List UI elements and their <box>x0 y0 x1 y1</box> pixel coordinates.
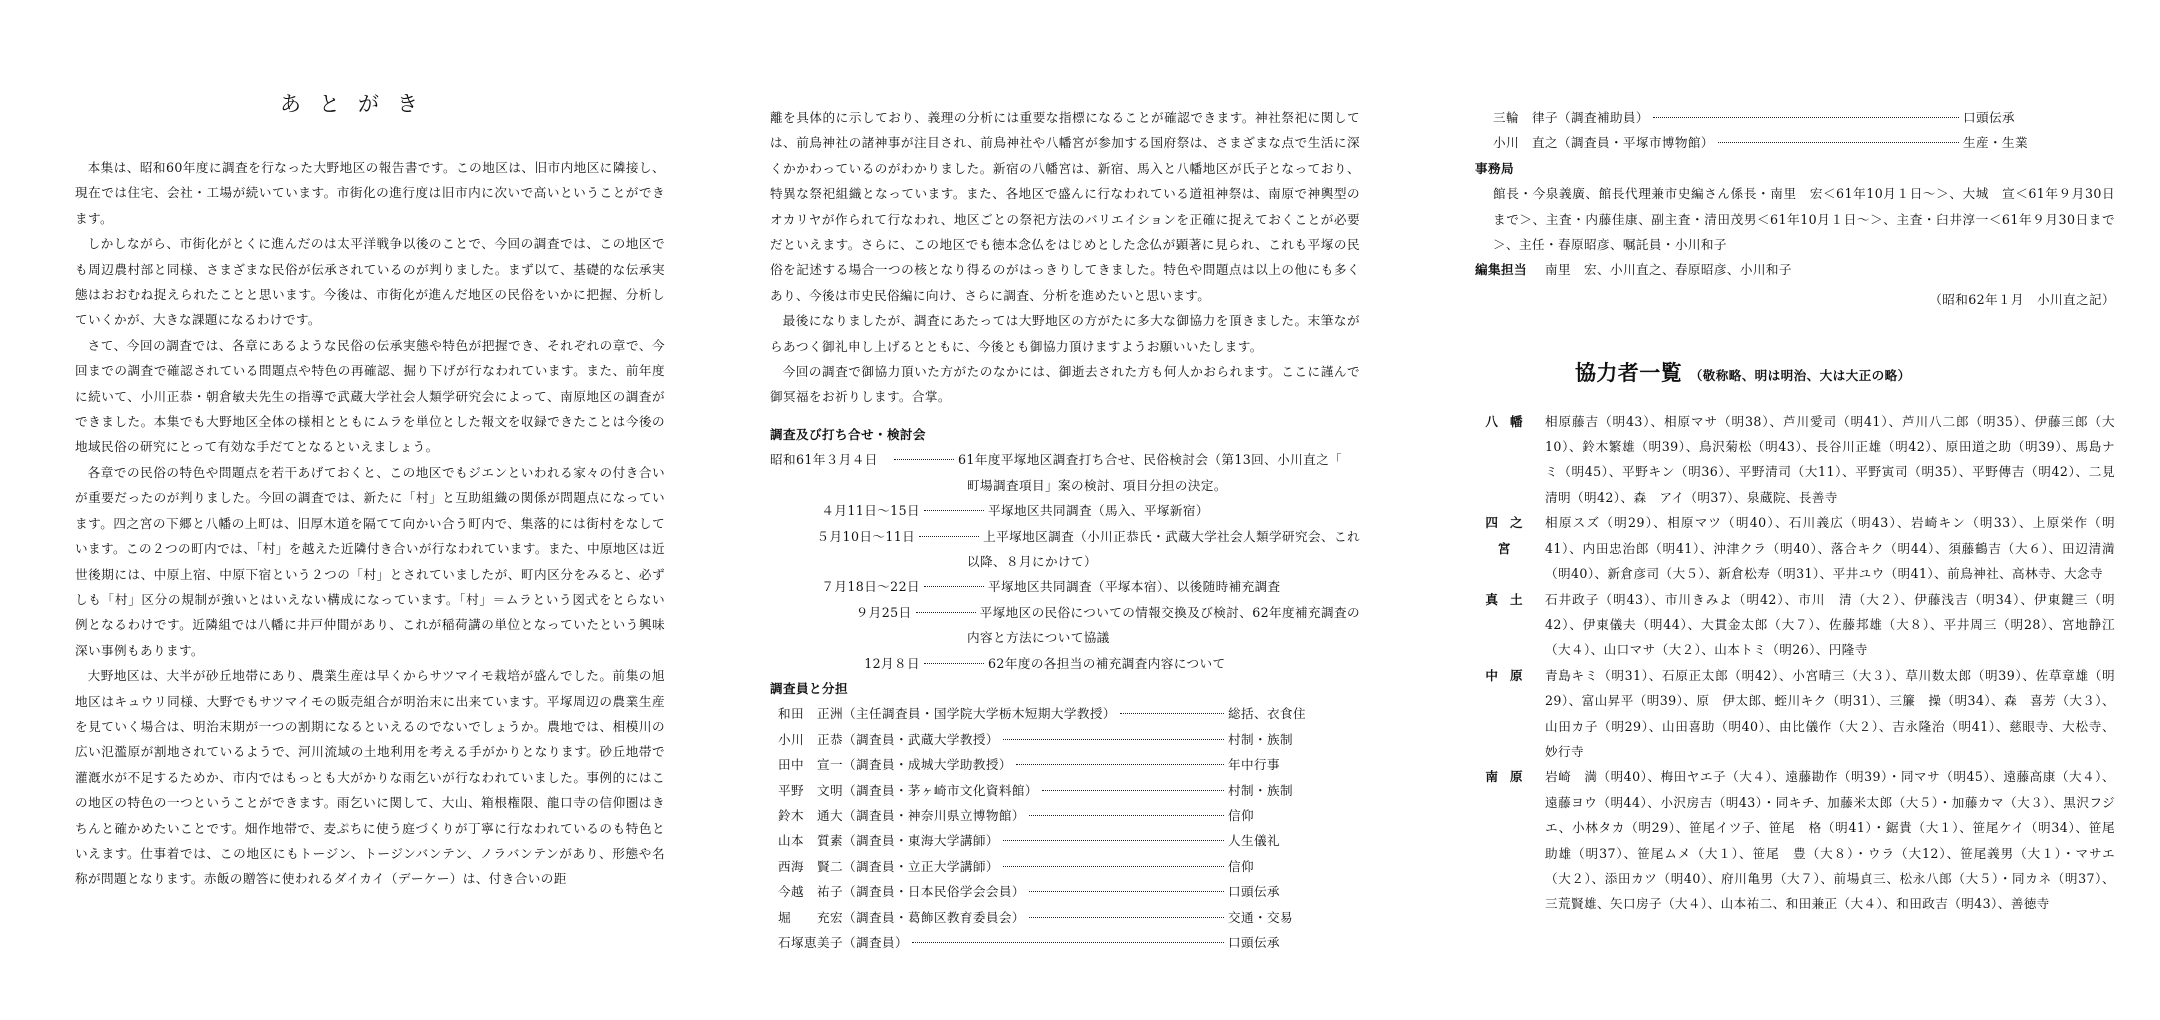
meeting-item: 61年度平塚地区調査打ち合せ、民俗検討会（第13回、小川直之「 <box>958 452 1343 468</box>
dot-leader <box>1029 891 1224 892</box>
staff-role: 信仰 <box>1228 807 1254 823</box>
area-name: 南原 <box>1485 769 1535 785</box>
meetings-list <box>770 447 1360 676</box>
afterword-paragraph-6: 最後になりましたが、調査にあたっては大野地区の方がたに多大な御協力を頂きました。末筆ながらあつく御礼申し上げるとともに、今後とも御協力頂けますようお願いいたします。 <box>770 313 1360 354</box>
afterword-paragraph-continued: 離を具体的に示しており、義理の分析には重要な指標になることが確認できます。神社祭祀に関しては、前鳥神社の諸神事が注目され、前鳥神社や八幡宮が参加する国府祭は、さまざまな点で生活に深くかかわっているのがわかりました。新宿の八幡宮は、新宿、馬入と八幡地区が氏子となっており、特異な祭祀組織となっています。また、各地区で盛んに行なわれている道祖神祭は、南原で神輿型のオカリヤが作られて行なわれ、地区ごとの祭祀方法のバリエイションを正確に捉えておくことが必要だといえます。さらに、この地区でも徳本念仏をはじめとした念仏が顕著に見られ、これも平塚の民俗を記述する場合一つの核となり得るのがはっきりしてきました。特色や問題点は以上の他にも多くあり、今後は市史民俗編に向け、さらに調査、分析を進めたいと思います。 <box>770 110 1360 303</box>
staff-name: 今越 祐子（調査員・日本民俗学会会員） <box>778 884 1025 900</box>
meeting-item: 62年度の各担当の補充調査内容について <box>988 655 1226 671</box>
meetings-heading: 調査及び打ち合せ・検討会 <box>770 426 926 442</box>
cooperator-area <box>1475 663 2115 765</box>
meeting-date: ４月11日～15日 <box>821 503 920 519</box>
cooperators-title-main: 協力者一覧 <box>1575 360 1682 386</box>
staff-name: 堀 充宏（調査員・葛飾区教育委員会） <box>778 909 1025 925</box>
meeting-item: 平塚地区の民俗についての情報交換及び検討、62年度補充調査の <box>979 604 1360 620</box>
area-name: 八幡 <box>1485 413 1535 429</box>
staff-role: 総括、衣食住 <box>1228 706 1306 722</box>
meeting-row <box>770 498 1360 523</box>
meeting-item-continued: 以降、８月にかけて） <box>967 553 1097 569</box>
meeting-row <box>770 524 1360 549</box>
meeting-item: 平塚地区共同調査（馬入、平塚新宿） <box>988 503 1209 519</box>
dot-leader <box>1003 739 1224 740</box>
meeting-date: ７月18日～22日 <box>821 579 920 595</box>
dot-leader <box>1029 917 1224 918</box>
cooperators-title <box>1475 360 2115 388</box>
area-name: 四之宮 <box>1485 515 1535 556</box>
area-name: 真土 <box>1485 591 1535 607</box>
cooperators-list <box>1475 409 2115 917</box>
meeting-row <box>770 447 1360 472</box>
dot-leader <box>1718 142 1959 143</box>
meeting-item-continued: 町場調査項目」案の検討、項目分担の決定。 <box>967 477 1227 493</box>
dot-leader <box>1016 764 1224 765</box>
dot-leader <box>1042 790 1224 791</box>
staff-row <box>778 803 1318 828</box>
staff-row <box>1493 105 2053 130</box>
staff-heading: 調査員と分担 <box>770 680 848 696</box>
staff-name: 小川 直之（調査員・平塚市博物館） <box>1493 135 1714 151</box>
meeting-date: 12月８日 <box>864 655 920 671</box>
dot-leader <box>924 586 984 587</box>
staff-name: 田中 宣一（調査員・成城大学助教授） <box>778 757 1012 773</box>
meeting-row <box>770 574 1360 599</box>
staff-name: 石塚恵美子（調査員） <box>778 935 908 950</box>
dot-leader <box>1653 117 1959 118</box>
staff-name: 平野 文明（調査員・茅ヶ崎市文化資料館） <box>778 782 1038 798</box>
cooperator-area <box>1475 764 2115 916</box>
area-members: 岩崎 満（明40）、梅田ヤエ子（大４）、遠藤勘作（明39）・同マサ（明45）、遠藤高康（大４）、遠藤ヨウ（明44）、小沢房吉（明43）・同キチ、加藤米太郎（大５）・加藤カマ（大３）、黒沢フジエ、小林タカ（明29）、笹尾イツ子、笹尾 格（明41）・鋸貴（大１）、笹尾ケイ（明34）、笹尾助雄（明37）、笹尾ムメ（大１）、笹尾 豊（大８）・ウラ（大12）、笹尾義男（大１）・マサエ（大２）、添田カツ（明40）、府川亀男（大７）、前場貞三、松永八郎（大５）・同カネ（明37）、三荒賢雄、矢口房子（大４）、山本祐二、和田兼正（大４）、和田政吉（明43）、善徳寺 <box>1545 769 2115 912</box>
editors-names: 南里 宏、小川直之、春原昭彦、小川和子 <box>1545 262 1792 278</box>
cooperator-area <box>1475 510 2115 586</box>
cooperator-area <box>1475 409 2115 511</box>
staff-row <box>1493 130 2053 155</box>
staff-row <box>778 879 1318 904</box>
dot-leader <box>912 942 1224 943</box>
afterword-paragraph-7: 今回の調査で御協力頂いた方がたのなかには、御逝去された方も何人かおられます。ここに謹んで御冥福をお祈りします。合掌。 <box>770 364 1360 405</box>
afterword-paragraph-5: 大野地区は、大半が砂丘地帯にあり、農業生産は早くからサツマイモ栽培が盛んでした。前集の旭地区はキュウリ同様、大野でもサツマイモの販売組合が明治末に出来ています。平塚周辺の農業生産を見ていく場合は、明治末期が一つの割期になるといえるのでないでしょうか。農地では、相模川の広い氾濫原が割地されているようで、河川流域の土地利用を考える手がかりとなります。砂丘地帯で灌漑水が不足するためか、市内ではもっとも大がかりな雨乞いが行なわれていました。事例的にはこの地区の特色の一つということができます。雨乞いに関して、大山、箱根権限、龍口寺の信仰圏はきちんと確かめたいことです。畑作地帯で、麦ぷちに使う庭づくりが丁寧に行なわれているのも特色といえます。仕事着では、この地区にもトージン、トージンバンテン、ノラバンテンがあり、形態や名称が問題となります。赤飯の贈答に使われるダイカイ（デーケー）は、付き合いの距 <box>75 668 665 887</box>
staff-row <box>778 930 1318 955</box>
staff-role: 村制・族制 <box>1228 782 1293 798</box>
meeting-date: ９月25日 <box>855 604 912 620</box>
afterword-paragraph-1: 本集は、昭和60年度に調査を行なった大野地区の報告書です。この地区は、旧市内地区に隣接し、現在では住宅、会社・工場が続いています。市街化の進行度は旧市内に次いで高いということができます。 <box>75 160 665 226</box>
staff-row <box>778 727 1318 752</box>
staff-name: 和田 正洲（主任調査員・国学院大学栃木短期大学教授） <box>778 706 1116 722</box>
meeting-date: ５月10日～11日 <box>816 528 916 544</box>
dot-leader <box>924 510 984 511</box>
dot-leader <box>1029 815 1224 816</box>
meeting-row <box>770 600 1360 625</box>
secretariat-text: 館長・今泉義廣、館長代理兼市史編さん係長・南里 宏＜61年10月１日～＞、大城 宣＜61年９月30日まで＞、主査・内藤佳康、副主査・清田茂男＜61年10月１日～＞、主査・臼井淳一＜61年９月30日まで＞、主任・春原昭彦、嘱託員・小川和子 <box>1493 186 2115 253</box>
staff-role: 人生儀礼 <box>1228 833 1280 849</box>
meeting-item: 平塚地区共同調査（平塚本宿）、以後随時補充調査 <box>988 579 1281 595</box>
meeting-item: 上平塚地区調査（小川正恭氏・武蔵大学社会人類学研究会、これ <box>983 528 1360 544</box>
area-members: 青島キミ（明31）、石原正太郎（明42）、小宮晴三（大３）、草川数太郎（明39）、佐草章雄（明29）、富山昇平（明39）、原 伊太郎、蛭川キク（明31）、三簾 操（明34）、森 喜芳（大３）、山田カ子（明29）、山田喜助（明40）、由比儀作（大２）、吉永隆治（明41）、慈眼寺、大松寺、妙行寺 <box>1545 667 2115 759</box>
staff-row <box>778 701 1318 726</box>
staff-list-continued <box>1475 105 2115 156</box>
staff-row <box>778 752 1318 777</box>
dot-leader <box>894 459 954 460</box>
staff-name: 小川 正恭（調査員・武蔵大学教授） <box>778 731 999 747</box>
secretariat-heading: 事務局 <box>1475 160 1514 176</box>
staff-role: 村制・族制 <box>1228 731 1293 747</box>
staff-role: 信仰 <box>1228 858 1254 874</box>
staff-role: 口頭伝承 <box>1963 110 2015 125</box>
cooperator-area <box>1475 587 2115 663</box>
meeting-date: 昭和61年３月４日 <box>770 452 878 468</box>
staff-row <box>778 905 1318 930</box>
staff-role: 交通・交易 <box>1228 909 1293 925</box>
staff-name: 山本 質素（調査員・東海大学講師） <box>778 833 999 849</box>
area-members: 石井政子（明43）、市川きみよ（明42）、市川 清（大２）、伊藤浅吉（明34）、伊東鍵三（明42）、伊東儀夫（明44）、大貫金太郎（大７）、佐藤邦雄（大８）、平井周三（明28）、宮地静江（大４）、山口マサ（大２）、山本トミ（明26）、円隆寺 <box>1545 591 2115 658</box>
staff-row <box>778 778 1318 803</box>
signature-line: （昭和62年１月 小川直之記） <box>1929 291 2115 307</box>
staff-role: 口頭伝承 <box>1228 884 1280 900</box>
afterword-paragraph-3: さて、今回の調査では、各章にあるような民俗の伝承実態や特色が把握でき、それぞれの章で、今回までの調査で確認されている問題点や特色の再確認、掘り下げが行なわれています。また、前年度に続いて、小川正恭・朝倉敏夫先生の指導で武蔵大学社会人類学研究会によって、南原地区の調査ができました。本集でも大野地区全体の様相とともにムラを単位とした報文を収録できたことは今後の地域民俗の研究にとって有効な手だてとなるといえましょう。 <box>75 337 665 455</box>
afterword-title: あとがき <box>280 92 436 116</box>
staff-role: 口頭伝承 <box>1228 935 1280 950</box>
editors-line <box>1475 257 2115 282</box>
afterword-paragraph-4: 各章での民俗の特色や問題点を若干あげておくと、この地区でもジエンといわれる家々の付き合いが重要だったのが判りました。今回の調査では、新たに「村」と互助組織の関係が問題点になっています。四之宮の下郷と八幡の上町は、旧厚木道を隔てて向かい合う町内で、集落的には街村をなしています。この２つの町内では、「村」を越えた近隣付き合いが行なわれています。また、中原地区は近世後期には、中原上宿、中原下宿という２つの「村」とされていましたが、町内区分をみると、必ずしも「村」区分の規制が強いとはいえない構成になっています。「村」＝ムラという図式をとらない例となるわけです。近隣組では八幡に井戸仲間があり、これが稲荷講の単位となっていたという興味深い事例もあります。 <box>75 464 665 658</box>
dot-leader <box>1003 840 1224 841</box>
dot-leader <box>916 612 976 613</box>
dot-leader <box>1120 713 1224 714</box>
dot-leader <box>924 663 984 664</box>
staff-name: 三輪 律子（調査補助員） <box>1493 110 1649 125</box>
dot-leader <box>1003 866 1224 867</box>
staff-role: 年中行事 <box>1228 757 1280 773</box>
dot-leader <box>919 536 979 537</box>
cooperators-title-note: （敬称略、明は明治、大は大正の略） <box>1689 368 1911 384</box>
meeting-row <box>770 651 1360 676</box>
meeting-item-continued: 内容と方法について協議 <box>967 630 1110 646</box>
staff-row <box>778 828 1318 853</box>
staff-role: 生産・生業 <box>1963 135 2028 151</box>
area-name: 中原 <box>1485 667 1535 683</box>
staff-name: 西海 賢二（調査員・立正大学講師） <box>778 858 999 874</box>
area-members: 相原スズ（明29）、相原マツ（明40）、石川義広（明43）、岩崎キン（明33）、上原栄作（明41）、内田忠治郎（明41）、沖津クラ（明40）、落合キク（明44）、須藤鶴吉（大６）、田辺清満（明40）、新倉彦司（大５）、新倉松寿（明31）、平井ユウ（明41）、前鳥神社、高林寺、大念寺 <box>1545 515 2115 582</box>
afterword-paragraph-2: しかしながら、市街化がとくに進んだのは太平洋戦争以後のことで、今回の調査では、この地区でも周辺農村部と同様、さまざまな民俗が伝承されているのが判りました。まず以て、基礎的な伝承実態はおおむね捉えられたことと思います。今後は、市街化が進んだ地区の民俗をいかに把握、分析していくかが、大きな課題になるわけです。 <box>75 236 665 328</box>
staff-name: 鈴木 通大（調査員・神奈川県立博物館） <box>778 807 1025 823</box>
editors-label: 編集担当 <box>1475 262 1527 278</box>
staff-row <box>778 854 1318 879</box>
staff-list <box>770 701 1360 955</box>
area-members: 相原藤吉（明43）、相原マサ（明38）、芦川愛司（明41）、芦川八二郎（明35）、伊藤三郎（大10）、鈴木繁雄（明39）、鳥沢菊松（明43）、長谷川正雄（明42）、原田道之助（明39）、馬島ナミ（明45）、平野キン（明36）、平野清司（大11）、平野寅司（明35）、平野傳吉（明42）、二見清明（明42）、森 アイ（明37）、泉蔵院、長善寺 <box>1545 413 2115 505</box>
